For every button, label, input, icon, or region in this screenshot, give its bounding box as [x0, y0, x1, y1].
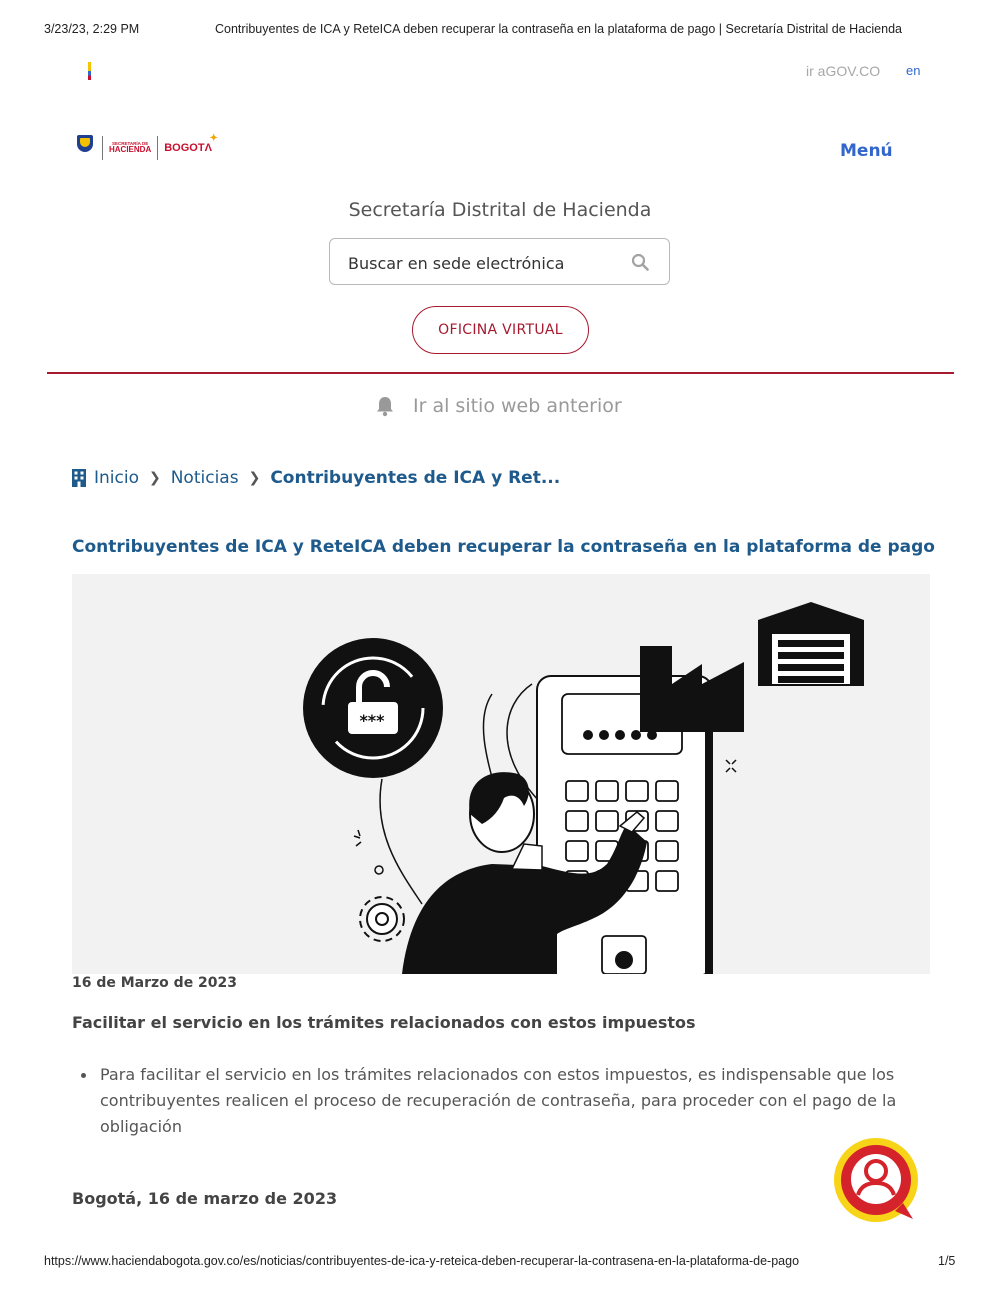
article-subtitle: Facilitar el servicio en los trámites relacionados con estos impuestos	[72, 1013, 696, 1032]
lock-reset-icon	[303, 638, 443, 778]
language-link[interactable]: en	[906, 63, 921, 78]
article-title: Contribuyentes de ICA y ReteICA deben recuperar la contraseña en la plataforma de pago	[72, 537, 935, 557]
print-page-number: 1/5	[938, 1254, 956, 1268]
bogota-shield-icon	[74, 135, 96, 161]
list-item: Para facilitar el servicio en los trámites relacionados con estos impuestos, es indispensable que los contribuyentes realicen el proceso de recuperación de contraseña, para proceder con el pago de la obligación	[100, 1062, 922, 1140]
password-recovery-illustration	[72, 574, 930, 974]
bell-icon	[375, 395, 395, 417]
print-timestamp: 3/23/23, 2:29 PM	[44, 22, 140, 36]
chevron-right-icon: ❯	[148, 470, 161, 486]
site-logo[interactable]	[74, 133, 218, 163]
menu-button[interactable]: Menú	[840, 141, 893, 161]
breadcrumb	[72, 468, 560, 488]
gear-icon	[360, 897, 404, 941]
logo-divider	[102, 136, 103, 160]
previous-site-link[interactable]	[375, 395, 622, 417]
breadcrumb-noticias[interactable]: Noticias	[170, 468, 239, 488]
site-title: Secretaría Distrital de Hacienda	[348, 199, 652, 221]
article-date: 16 de Marzo de 2023	[72, 975, 238, 991]
bogota-logo-text: BOGOTΛ ✦	[164, 133, 218, 154]
oficina-virtual-button[interactable]: OFICINA VIRTUAL	[412, 306, 589, 354]
hacienda-logo-text: SECRETARÍA DE HACIENDA	[109, 140, 152, 155]
breadcrumb-current: Contribuyentes de ICA y Ret...	[270, 468, 561, 488]
article-hero-image	[72, 574, 930, 974]
search-icon[interactable]	[631, 253, 649, 271]
gov-co-mark	[88, 62, 91, 80]
building-icon	[72, 469, 86, 487]
print-page-title: Contribuyentes de ICA y ReteICA deben recuperar la contraseña en la plataforma de pago | Secretaría Distrital de Hacienda	[215, 22, 902, 36]
chevron-right-icon: ❯	[248, 470, 261, 486]
article-bullet-list	[72, 1062, 922, 1140]
breadcrumb-inicio[interactable]: Inicio	[94, 468, 139, 488]
search-input[interactable]	[346, 251, 620, 275]
article-dateline: Bogotá, 16 de marzo de 2023	[72, 1189, 338, 1208]
chat-assistant-button[interactable]	[833, 1137, 919, 1223]
star-icon: ✦	[209, 133, 218, 144]
warehouse-icon	[758, 602, 864, 686]
gov-co-link[interactable]: ir aGOV.CO	[806, 63, 881, 79]
lock-password-mask: ***	[359, 711, 385, 730]
logo-divider	[157, 136, 158, 160]
print-url: https://www.haciendabogota.gov.co/es/noticias/contribuyentes-de-ica-y-reteica-deben-recuperar-la-contrasena-en-la-plataforma-de-pago	[44, 1254, 800, 1268]
header-divider	[47, 372, 954, 374]
search-box[interactable]	[329, 238, 670, 285]
previous-site-label: Ir al sitio web anterior	[413, 395, 622, 417]
